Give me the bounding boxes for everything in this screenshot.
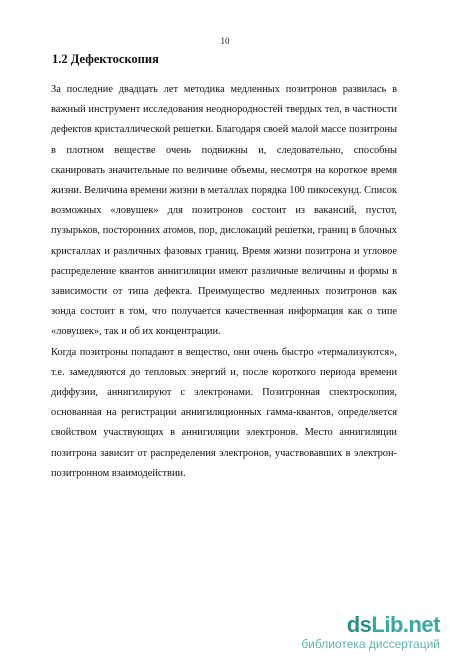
- brand-prefix: ds: [346, 612, 372, 637]
- watermark-logo[interactable]: [301, 613, 440, 651]
- watermark-brand: [301, 613, 440, 637]
- watermark-subtitle: библиотека диссертаций: [301, 637, 440, 651]
- section-heading: 1.2 Дефектоскопия: [52, 52, 159, 66]
- paragraph-2: Когда позитроны попадают в вещество, они очень быстро «термализуются», т.е. замедляются до тепловых энергий и, после короткого периода времени диффузии, аннигилируют с электронами. Позитронная спектроскопия, основанная на регистрации аннигиляционных гамма-квантов, определяется свойством участвующих в аннигиляции электронов. Место аннигиляции позитрона зависит от распределения электронов, участвовавших в электрон-позитронном взаимодействии.: [51, 346, 397, 479]
- body-text: [51, 80, 397, 484]
- brand-rest: Lib.net: [371, 612, 440, 637]
- paragraph-1: За последние двадцать лет методика медленных позитронов развилась в важный инструмент исследования неоднородностей твердых тел, в частности дефектов кристаллической решетки. Благодаря своей малой массе позитроны в плотном веществе очень подвижны и, следовательно, способны сканировать значительные по величине объемы, несмотря на короткое время жизни. Величина времени жизни в металлах порядка 100 пикосекунд. Список возможных «ловушек» для позитронов состоит из вакансий, пустот, пузырьков, посторонних атомов, пор, дислокаций решетки, границ в блочных кристаллах и различных фазовых границ. Время жизни позитрона и угловое распределение квантов аннигиляции имеют различные величины и формы в зависимости от типа дефекта. Преимущество медленных позитронов как зонда состоит в том, что получается качественная информация как о типе «ловушек», так и об их концентрации.: [51, 84, 397, 338]
- page-number: 10: [220, 36, 230, 46]
